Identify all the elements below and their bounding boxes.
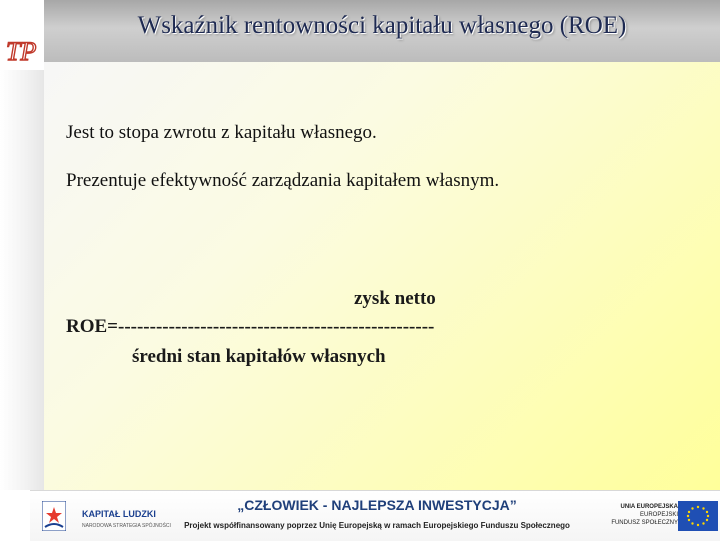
- left-strip: [0, 70, 44, 490]
- body-line-1: Jest to stopa zwrotu z kapitału własnego.: [66, 122, 377, 143]
- body-line-2: Prezentuje efektywność zarządzania kapitałem własnym.: [66, 170, 500, 191]
- footer: [30, 490, 720, 541]
- kapital-ludzki-logo: [42, 499, 172, 533]
- formula-numerator: zysk netto: [354, 288, 436, 309]
- star-icon: [42, 501, 66, 531]
- kapital-ludzki-sub: NARODOWA STRATEGIA SPÓJNOŚCI: [82, 523, 171, 529]
- slogan: „CZŁOWIEK - NAJLEPSZA INWESTYCJA”: [237, 497, 517, 513]
- tp-logo-text: TP: [6, 37, 37, 66]
- project-note: Projekt współfinansowany poprzez Unię Europejską w ramach Europejskiego Funduszu Społecznego: [184, 521, 570, 530]
- kapital-ludzki-name: KAPITAŁ LUDZKI: [82, 509, 156, 519]
- eu-flag-icon: [678, 501, 718, 531]
- eu-text: [590, 503, 678, 527]
- formula-dashes: --------------------------------------------------: [118, 316, 435, 337]
- tp-logo: [4, 36, 44, 66]
- formula-lhs: ROE=: [66, 316, 118, 337]
- eu-line-1: UNIA EUROPEJSKA: [620, 504, 678, 510]
- eu-line-2: EUROPEJSKI: [639, 512, 678, 518]
- title-bar: [44, 0, 720, 64]
- formula-denominator: średni stan kapitałów własnych: [132, 346, 386, 367]
- slide-title: Wskaźnik rentowności kapitału własnego (ROE): [137, 12, 627, 39]
- formula-line: [66, 316, 434, 338]
- eu-line-3: FUNDUSZ SPOŁECZNY: [611, 520, 678, 526]
